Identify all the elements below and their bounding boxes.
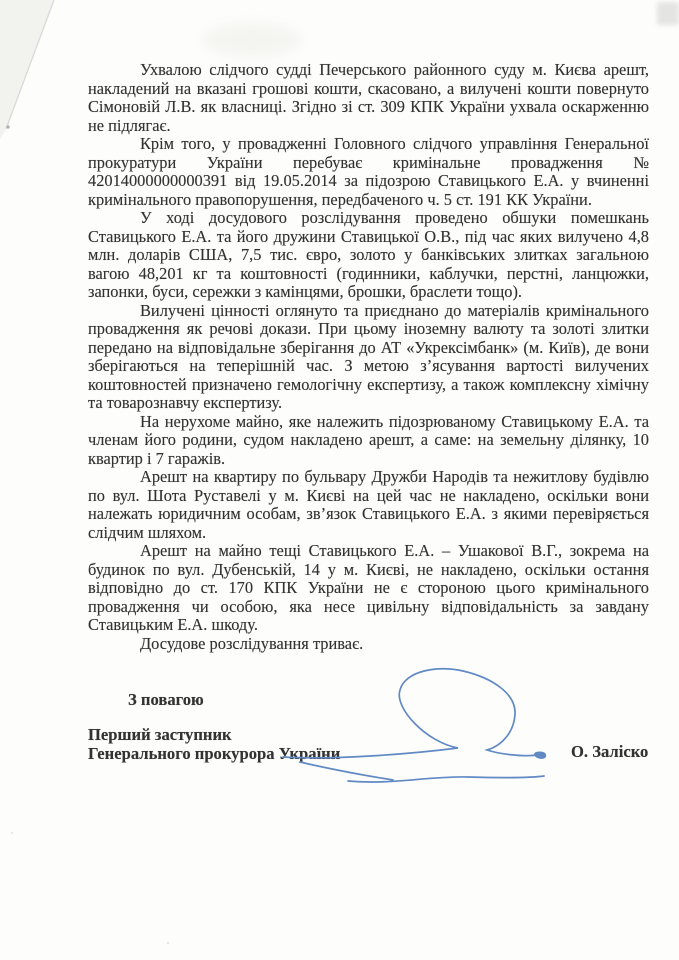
document-body: [88, 61, 649, 653]
closing-salutation: З повагою: [128, 690, 204, 709]
paragraph-court-ruling: Ухвалою слідчого судді Печерського районного суду м. Києва арешт, накладений на вказані грошові кошти, скасовано, а вилучені кошти повернуто Сімоновій Л.В. як власниці. Згідно зі ст. 309 КПК України ухвала оскарженню не підлягає.: [88, 60, 649, 135]
signature-under-stroke: [300, 762, 393, 780]
paragraph-investigation-continues: Досудове розслідування триває.: [140, 633, 364, 653]
signer-title-line: Перший заступник: [88, 725, 232, 744]
signature-tail-stroke: [348, 776, 544, 782]
paragraph-valuables-storage: Вилучені цінності оглянуто та приєднано до матеріалів кримінального провадження як речові докази. При цьому іноземну валюту та золоті злитки передано на відповідальне зберігання до АТ «Укрексімбанк» (м. Київ), де вони зберігаються на теперішній час. З метою з’ясування вартості вилучених коштовностей призначено гемологічну експертизу, а також комплексну хімічну та товарознавчу експертизу.: [88, 300, 649, 412]
paragraph-searches-seizures: У ході досудового розслідування проведено обшуки помешкань Ставицького Е.А. та його дружини Ставицької О.В., під час яких вилучено 4,8 млн. доларів США, 7,5 тис. євро, золото у банківських злитках загальною вагою 48,201 кг та коштовності (годинники, каблучки, перстні, ланцюжки, запонки, буси, сережки з камінцями, брошки, браслети тощо).: [88, 208, 649, 301]
signer-name: О. Заліско: [571, 742, 649, 761]
scan-speck: [11, 832, 13, 834]
signature-ink-blob: [534, 752, 546, 759]
paragraph-apartment-not-arrested: Арешт на квартиру по бульвару Дружби Народів та нежитлову будівлю по вул. Шота Руставелі у м. Києві на цей час не накладено, оскільки вони належать юридичним особам, зв’язок Ставицького Е.А. з якими перевіряється слідчим шляхом.: [88, 467, 649, 542]
paragraph-real-estate-arrest: На нерухоме майно, яке належить підозрюваному Ставицькому Е.А. та членам його родини, судом накладено арешт, а саме: на земельну ділянку, 10 квартир і 7 гаражів.: [88, 411, 649, 468]
paragraph-criminal-proceeding: Крім того, у провадженні Головного слідчого управління Генеральної прокуратури України перебуває кримінальне провадження № 42014000000000391 від 19.05.2014 за підозрою Ставицького Е.А. у вчиненні кримінального правопорушення, передбаченого ч. 5 ст. 191 КК України.: [88, 134, 649, 209]
signer-title: [88, 726, 340, 763]
scan-speck: [167, 942, 169, 944]
page-fold-artifact: [0, 0, 54, 139]
signer-title-line: Генерального прокурора України: [88, 743, 341, 763]
paragraph-mother-in-law-property: Арешт на майно тещі Ставицького Е.А. – Ушакової В.Г., зокрема на будинок по вул. Дубенській, 14 у м. Києві, не накладено, оскільки остання відповідно до ст. 170 КПК України не є стороною цього кримінального провадження чи особою, яка несе цивільну відповідальність за завдану Ставицьким Е.А. шкоду.: [88, 541, 649, 634]
corner-shadow-top-right: [657, 2, 679, 25]
scan-smudge: [202, 23, 302, 57]
